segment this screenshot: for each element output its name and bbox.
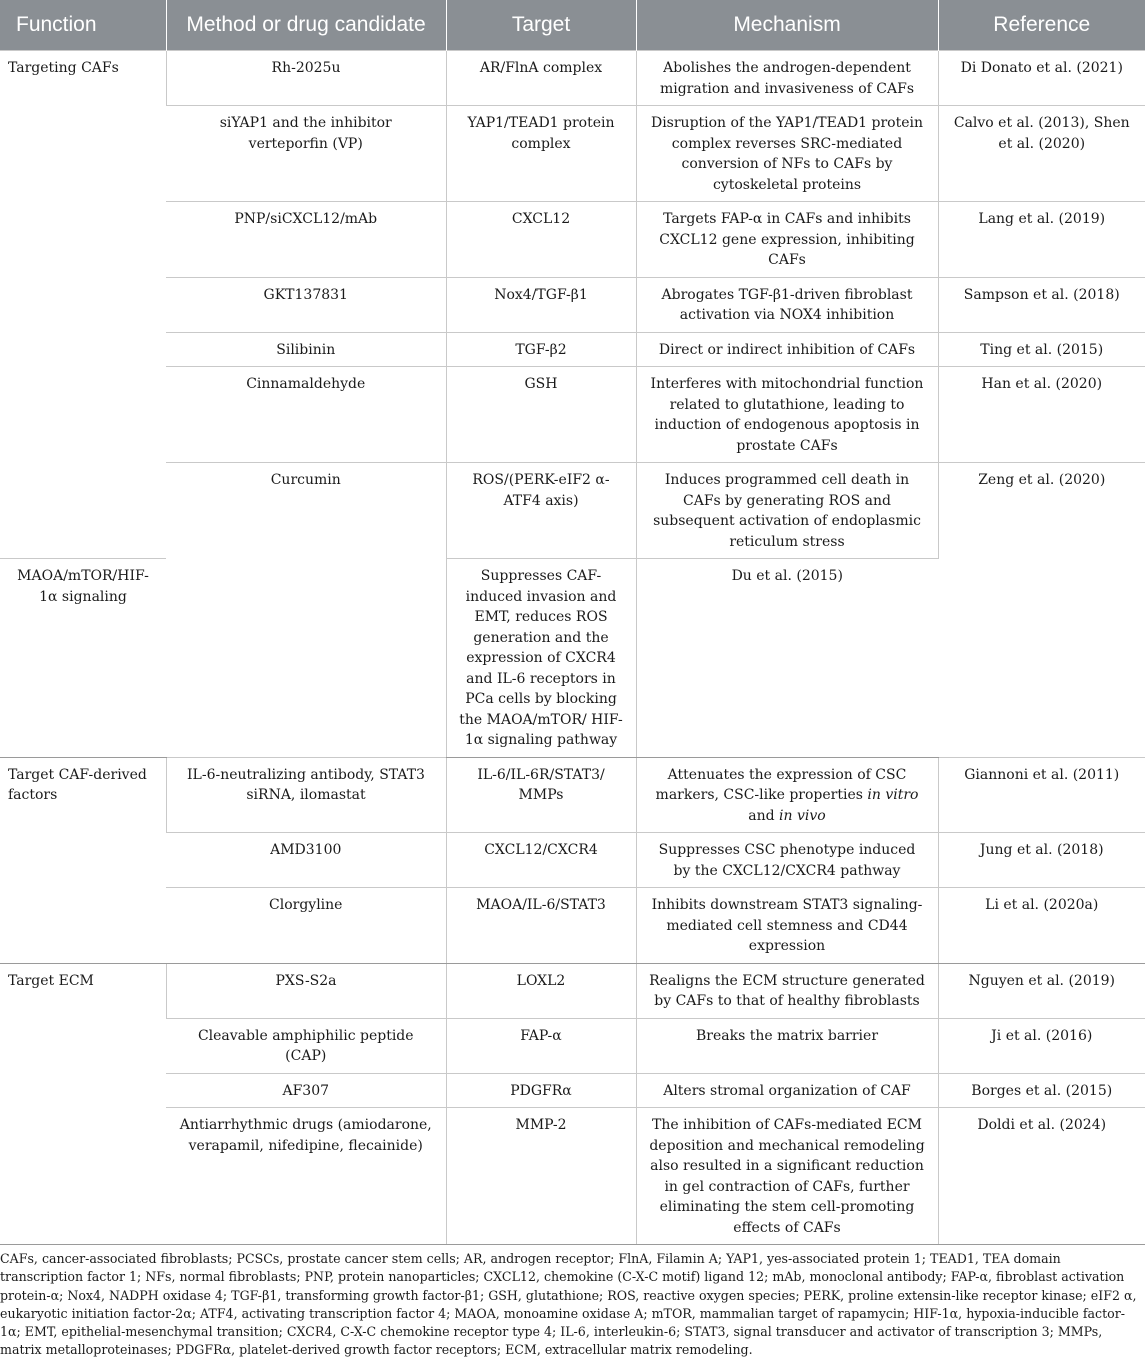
mechanism-cell: Realigns the ECM structure generated by CAFs to that of healthy fibroblasts xyxy=(636,963,938,1018)
reference-cell: Doldi et al. (2024) xyxy=(938,1108,1145,1245)
target-cell: ROS/(PERK-eIF2 α-ATF4 axis) xyxy=(446,463,636,559)
reference-cell: Zeng et al. (2020) xyxy=(938,463,1145,559)
mechanism-text: Attenuates the expression of CSC markers, CSC-like properties xyxy=(655,766,907,803)
target-cell: GSH xyxy=(446,367,636,463)
mechanism-cell: Induces programmed cell death in CAFs by generating ROS and subsequent activation of endoplasmic reticulum stress xyxy=(636,463,938,559)
mechanism-italic-in-vivo: in vivo xyxy=(779,807,826,824)
target-cell: FAP-α xyxy=(446,1018,636,1073)
reference-cell: Borges et al. (2015) xyxy=(938,1073,1145,1108)
reference-cell: Lang et al. (2019) xyxy=(938,202,1145,278)
table-row xyxy=(0,1108,1145,1245)
target-cell: PDGFRα xyxy=(446,1073,636,1108)
mechanism-cell: Targets FAP-α in CAFs and inhibits CXCL12 gene expression, inhibiting CAFs xyxy=(636,202,938,278)
method-cell: Silibinin xyxy=(166,332,446,367)
reference-cell: Sampson et al. (2018) xyxy=(938,277,1145,332)
target-cell: MAOA/IL-6/STAT3 xyxy=(446,888,636,964)
header-reference: Reference xyxy=(938,0,1145,51)
reference-cell: Ting et al. (2015) xyxy=(938,332,1145,367)
reference-cell: Han et al. (2020) xyxy=(938,367,1145,463)
method-cell: Rh-2025u xyxy=(166,51,446,106)
mechanism-cell: Interferes with mitochondrial function related to glutathione, leading to induction of endogenous apoptosis in prostate CAFs xyxy=(636,367,938,463)
table-row xyxy=(0,888,1145,964)
target-cell: TGF-β2 xyxy=(446,332,636,367)
function-cell xyxy=(0,51,166,559)
table-row xyxy=(0,1073,1145,1108)
mechanism-cell: Alters stromal organization of CAF xyxy=(636,1073,938,1108)
table-row xyxy=(0,332,1145,367)
mechanism-cell: The inhibition of CAFs-mediated ECM deposition and mechanical remodeling also resulted in a significant reduction in gel contraction of CAFs, further eliminating the stem cell-promoting effects of CAFs xyxy=(636,1108,938,1245)
header-mechanism: Mechanism xyxy=(636,0,938,51)
method-cell: PXS-S2a xyxy=(166,963,446,1018)
reference-cell: Ji et al. (2016) xyxy=(938,1018,1145,1073)
table-bottom-rule xyxy=(0,1244,1145,1245)
table-row xyxy=(0,51,1145,106)
table-footnote: CAFs, cancer-associated fibroblasts; PCSCs, prostate cancer stem cells; AR, androgen receptor; FlnA, Filamin A; YAP1, yes-associated protein 1; TEAD1, TEA domain transcription factor 1; NFs, normal fibroblasts; PNP, protein nanoparticles; CXCL12, chemokine (C-X-C motif) ligand 12; mAb, monoclonal antibody; FAP-α, fibroblast activation protein-α; Nox4, NADPH oxidase 4; TGF-β1, transforming growth factor-β1; GSH, glutathione; ROS, reactive oxygen species; PERK, proline extensin-like receptor kinase; eIF2 α, eukaryotic initiation factor-2α; ATF4, activating transcription factor 4; MAOA, monoamine oxidase A; mTOR, mammalian target of rapamycin; HIF-1α, hypoxia-inducible factor-1α; EMT, epithelial-mesenchymal transition; CXCR4, C-X-C chemokine receptor type 4; IL-6, interleukin-6; STAT3, signal transducer and activator of transcription 3; MMPs, matrix metalloproteinases; PDGFRα, platelet-derived growth factor receptors; ECM, extracellular matrix remodeling. xyxy=(0,1251,1137,1358)
function-label: Target ECM xyxy=(8,972,94,989)
table-row xyxy=(0,277,1145,332)
mechanism-cell: Breaks the matrix barrier xyxy=(636,1018,938,1073)
function-cell xyxy=(0,963,166,1244)
method-cell: Curcumin xyxy=(166,463,446,758)
target-cell: CXCL12 xyxy=(446,202,636,278)
reference-cell: Di Donato et al. (2021) xyxy=(938,51,1145,106)
reference-cell: Li et al. (2020a) xyxy=(938,888,1145,964)
method-cell: siYAP1 and the inhibitor verteporfin (VP) xyxy=(166,106,446,202)
reference-cell: Du et al. (2015) xyxy=(636,559,938,758)
method-cell: Cleavable amphiphilic peptide (CAP) xyxy=(166,1018,446,1073)
target-cell: IL-6/IL-6R/STAT3/ MMPs xyxy=(446,757,636,833)
method-cell: Clorgyline xyxy=(166,888,446,964)
target-cell: MMP-2 xyxy=(446,1108,636,1245)
table-row xyxy=(0,833,1145,888)
reference-cell: Nguyen et al. (2019) xyxy=(938,963,1145,1018)
mechanism-cell: Suppresses CAF-induced invasion and EMT, reduces ROS generation and the expression of CXCR4 and IL-6 receptors in PCa cells by blocking the MAOA/mTOR/ HIF-1α signaling pathway xyxy=(446,559,636,758)
method-cell: Cinnamaldehyde xyxy=(166,367,446,463)
mechanism-cell xyxy=(636,757,938,833)
mechanism-cell: Inhibits downstream STAT3 signaling-mediated cell stemness and CD44 expression xyxy=(636,888,938,964)
method-cell: AMD3100 xyxy=(166,833,446,888)
header-target: Target xyxy=(446,0,636,51)
table-header-row xyxy=(0,0,1145,51)
mechanism-cell: Disruption of the YAP1/TEAD1 protein complex reverses SRC-mediated conversion of NFs to CAFs by cytoskeletal proteins xyxy=(636,106,938,202)
header-function: Function xyxy=(0,0,166,51)
mechanism-text: and xyxy=(748,807,780,824)
mechanism-cell: Abolishes the androgen-dependent migration and invasiveness of CAFs xyxy=(636,51,938,106)
method-cell: Antiarrhythmic drugs (amiodarone, verapamil, nifedipine, flecainide) xyxy=(166,1108,446,1245)
target-cell: YAP1/TEAD1 protein complex xyxy=(446,106,636,202)
table-row xyxy=(0,757,1145,833)
header-method: Method or drug candidate xyxy=(166,0,446,51)
function-label: Targeting CAFs xyxy=(8,60,119,76)
reference-cell: Jung et al. (2018) xyxy=(938,833,1145,888)
function-label: Target CAF-derived factors xyxy=(8,766,147,803)
method-cell: GKT137831 xyxy=(166,277,446,332)
method-cell: IL-6-neutralizing antibody, STAT3 siRNA, ilomastat xyxy=(166,757,446,833)
mechanism-cell: Suppresses CSC phenotype induced by the CXCL12/CXCR4 pathway xyxy=(636,833,938,888)
table-row xyxy=(0,106,1145,202)
table-row xyxy=(0,367,1145,463)
reference-cell: Giannoni et al. (2011) xyxy=(938,757,1145,833)
table-row xyxy=(0,963,1145,1018)
table-row xyxy=(0,1018,1145,1073)
target-cell: LOXL2 xyxy=(446,963,636,1018)
target-cell: MAOA/mTOR/HIF-1α signaling xyxy=(0,559,166,758)
target-cell: AR/FlnA complex xyxy=(446,51,636,106)
target-cell: Nox4/TGF-β1 xyxy=(446,277,636,332)
function-cell xyxy=(0,757,166,963)
target-cell: CXCL12/CXCR4 xyxy=(446,833,636,888)
mechanism-cell: Direct or indirect inhibition of CAFs xyxy=(636,332,938,367)
method-cell: PNP/siCXCL12/mAb xyxy=(166,202,446,278)
table-row xyxy=(0,202,1145,278)
table-row xyxy=(0,463,1145,559)
method-cell: AF307 xyxy=(166,1073,446,1108)
reference-cell: Calvo et al. (2013), Shen et al. (2020) xyxy=(938,106,1145,202)
mechanism-italic-in-vitro: in vitro xyxy=(867,787,919,803)
mechanism-cell: Abrogates TGF-β1-driven fibroblast activation via NOX4 inhibition xyxy=(636,277,938,332)
